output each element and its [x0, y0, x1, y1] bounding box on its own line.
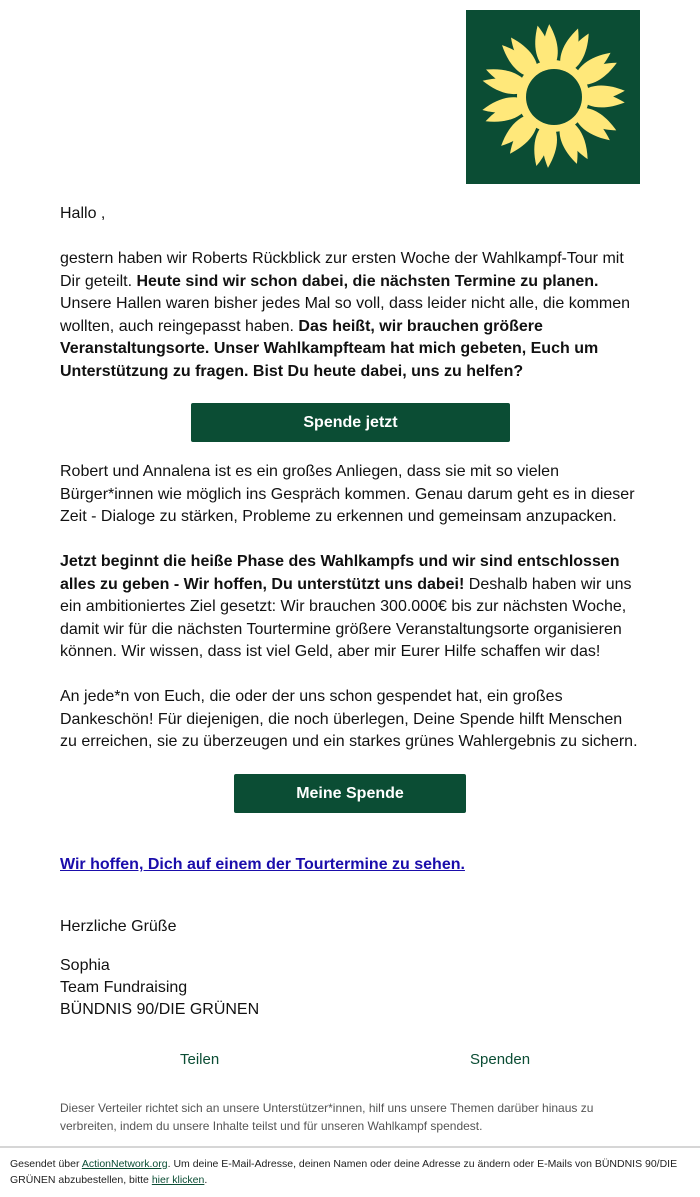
signature-team: Team Fundraising — [60, 979, 188, 996]
sunflower-icon — [466, 10, 640, 184]
goal-paragraph: Jetzt beginnt die heiße Phase des Wahlkampfs und wir sind entschlossen alles zu geben - Wir hoffen, Du unterstützt uns dabei! Deshalb haben wir uns ein ambitioniertes Ziel gesetzt: Wir brauchen 300.000€ bis zur nächsten Woche, damit wir für die nächsten Tourtermine größere Veranstaltungsorte organisieren können. Wir wissen, dass ist viel Geld, aber mir Eurer Hilfe schaffen wir das! — [60, 553, 632, 660]
share-link[interactable]: Teilen — [180, 1051, 220, 1068]
donate-link[interactable]: Spenden — [470, 1051, 531, 1068]
my-donation-button[interactable]: Meine Spende — [234, 774, 466, 813]
sunflower-center — [526, 69, 582, 125]
regards: Herzliche Grüße — [60, 918, 177, 935]
signature-org: BÜNDNIS 90/DIE GRÜNEN — [60, 1001, 260, 1018]
dialogue-paragraph: Robert und Annalena ist es ein großes Anliegen, dass sie mit so vielen Bürger*innen wie möglich ins Gespräch kommen. Genau darum geht es in dieser Zeit - Dialoge zu stärken, Probleme zu erkennen und gemeinsam anzupacken. — [60, 463, 635, 525]
donate-now-button[interactable]: Spende jetzt — [191, 403, 510, 442]
signature-name: Sophia — [60, 957, 110, 974]
tour-dates-link[interactable]: Wir hoffen, Dich auf einem der Tourtermine zu sehen. — [60, 856, 465, 873]
footer-unsubscribe-text: Gesendet über ActionNetwork.org. Um deine E-Mail-Adresse, deinen Namen oder deine Adresse zu ändern oder E-Mails von BÜNDNIS 90/DIE GRÜNEN abzubestellen, bitte hier klicken. — [10, 1158, 678, 1186]
actionnetwork-link[interactable]: ActionNetwork.org — [81, 1158, 168, 1170]
disclaimer: Dieser Verteiler richtet sich an unsere Unterstützer*innen, hilf uns unsere Themen darüber hinaus zu verbreiten, indem du unsere Inhalte teilst und für unseren Wahlkampf spendest. — [60, 1101, 594, 1133]
sunflower-logo — [466, 10, 640, 184]
unsubscribe-link[interactable]: hier klicken — [151, 1173, 205, 1186]
intro-paragraph: gestern haben wir Roberts Rückblick zur ersten Woche der Wahlkampf-Tour mit Dir geteilt. Heute sind wir schon dabei, die nächsten Termine zu planen. Unsere Hallen waren bisher jedes Mal so voll, dass leider nicht alle, die kommen wollten, auch reingepasst haben. Das heißt, wir brauchen größere Veranstaltungsorte. Unser Wahlkampfteam hat mich gebeten, Euch um Unterstützung zu fragen. Bist Du heute dabei, uns zu helfen? — [60, 250, 631, 380]
divider — [0, 1146, 700, 1148]
thanks-paragraph: An jede*n von Euch, die oder der uns schon gespendet hat, ein großes Dankeschön! Für diejenigen, die noch überlegen, Deine Spende hilft Menschen zu erreichen, sie zu überzeugen und ein starkes grünes Wahlergebnis zu sichern. — [60, 688, 638, 750]
greeting: Hallo , — [60, 205, 106, 222]
